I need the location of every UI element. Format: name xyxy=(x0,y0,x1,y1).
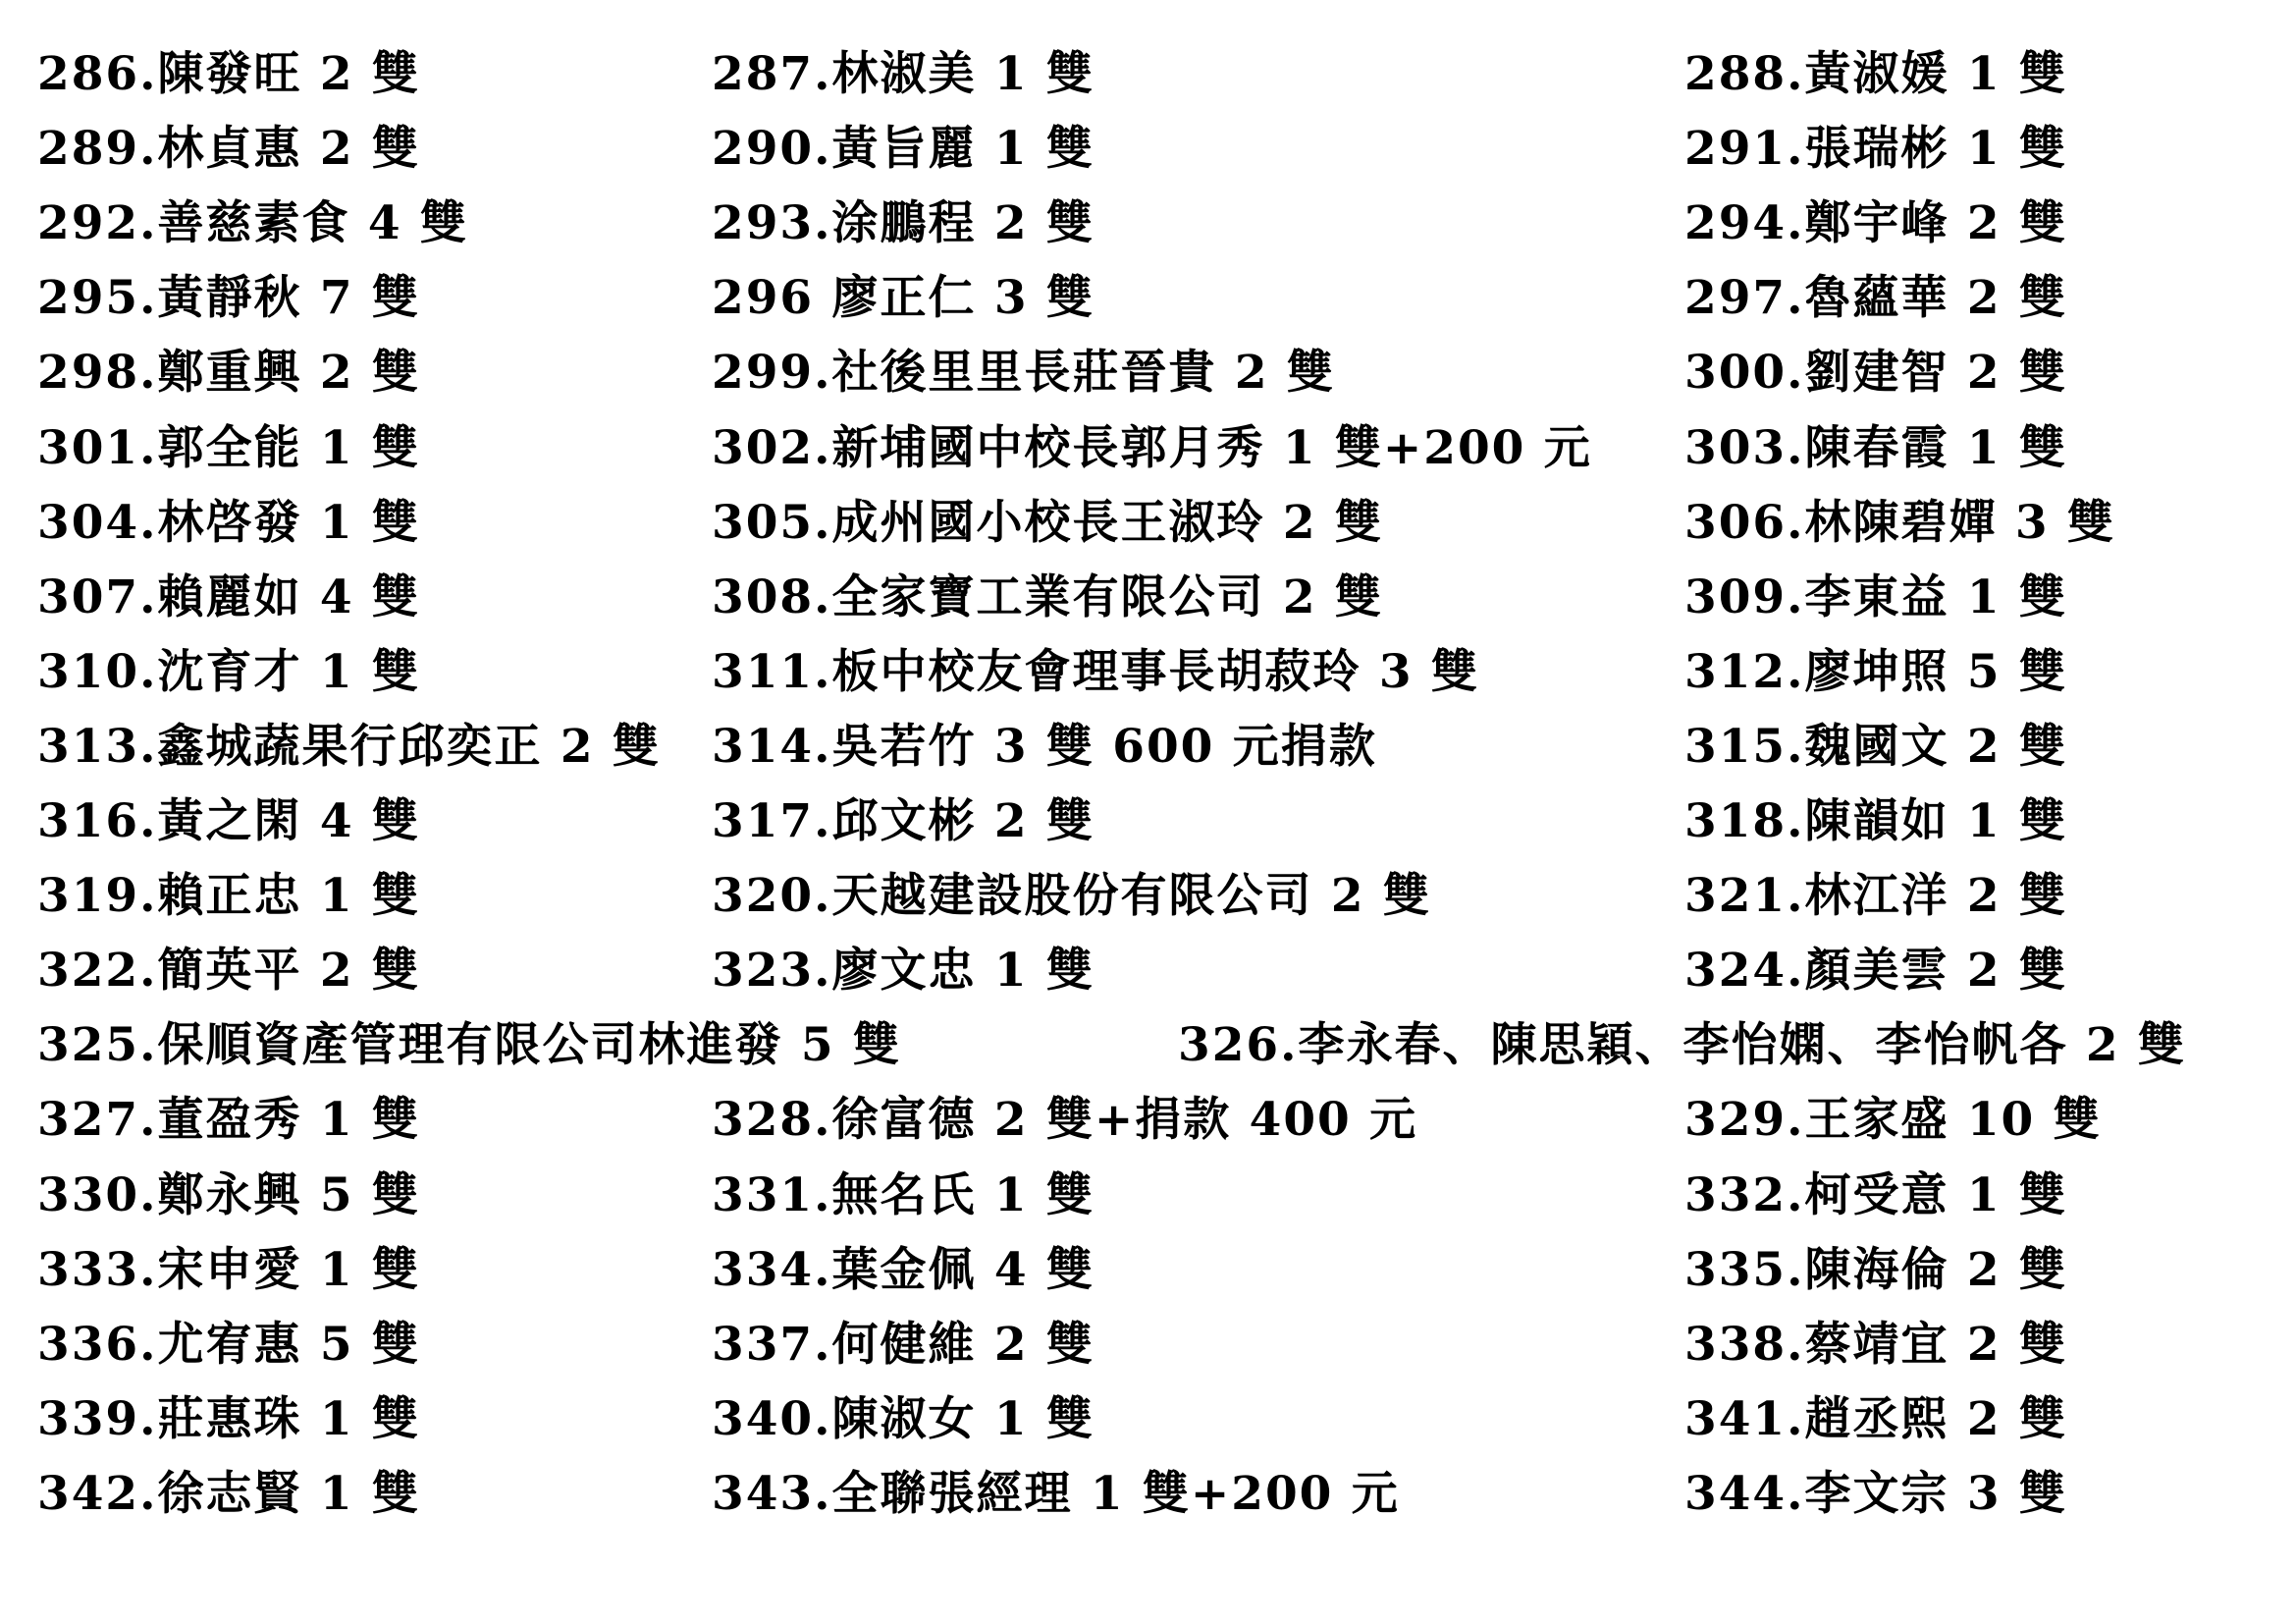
donor-entry: 310.沈育才 1 雙 xyxy=(37,645,420,699)
donor-entry: 313.鑫城蔬果行邱奕正 2 雙 xyxy=(37,720,661,774)
donor-entry: 297.魯蘊華 2 雙 xyxy=(1684,271,2067,325)
donor-entry: 327.董盈秀 1 雙 xyxy=(37,1093,420,1147)
donor-entry: 343.全聯張經理 1 雙+200 元 xyxy=(712,1467,1400,1521)
donor-entry: 324.顏美雲 2 雙 xyxy=(1684,944,2067,998)
donor-entry: 340.陳淑女 1 雙 xyxy=(712,1392,1095,1446)
donor-entry: 331.無名氏 1 雙 xyxy=(712,1168,1095,1222)
donor-entry: 314.吳若竹 3 雙 600 元捐款 xyxy=(712,720,1377,774)
donor-entry: 315.魏國文 2 雙 xyxy=(1684,720,2067,774)
donor-entry: 335.陳海倫 2 雙 xyxy=(1684,1243,2067,1297)
donor-entry: 312.廖坤照 5 雙 xyxy=(1684,645,2067,699)
donor-entry: 319.賴正忠 1 雙 xyxy=(37,869,420,923)
donor-entry: 299.社後里里長莊晉貴 2 雙 xyxy=(712,346,1335,400)
donor-entry: 289.林貞惠 2 雙 xyxy=(37,122,420,176)
donor-entry: 330.鄭永興 5 雙 xyxy=(37,1168,420,1222)
donor-entry: 321.林江洋 2 雙 xyxy=(1684,869,2067,923)
donor-entry: 306.林陳碧嬋 3 雙 xyxy=(1684,496,2115,550)
donor-entry: 301.郭全能 1 雙 xyxy=(37,421,420,475)
donor-entry: 328.徐富德 2 雙+捐款 400 元 xyxy=(712,1093,1418,1147)
donor-entry: 304.林啓發 1 雙 xyxy=(37,496,420,550)
donor-entry: 311.板中校友會理事長胡菽玲 3 雙 xyxy=(712,645,1479,699)
donor-entry: 342.徐志賢 1 雙 xyxy=(37,1467,420,1521)
donor-entry: 325.保順資產管理有限公司林進發 5 雙 xyxy=(37,1018,901,1072)
donor-entry: 300.劉建智 2 雙 xyxy=(1684,346,2067,400)
donor-entry: 326.李永春、陳思穎、李怡嫻、李怡帆各 2 雙 xyxy=(1178,1018,2186,1072)
donor-entry: 291.張瑞彬 1 雙 xyxy=(1684,122,2067,176)
donor-entry: 316.黃之閑 4 雙 xyxy=(37,794,420,848)
donor-entry: 287.林淑美 1 雙 xyxy=(712,47,1095,101)
donor-entry: 339.莊惠珠 1 雙 xyxy=(37,1392,420,1446)
donor-entry: 298.鄭重興 2 雙 xyxy=(37,346,420,400)
donor-entry: 344.李文宗 3 雙 xyxy=(1684,1467,2067,1521)
donor-entry: 323.廖文忠 1 雙 xyxy=(712,944,1095,998)
donor-entry: 305.成州國小校長王淑玲 2 雙 xyxy=(712,496,1383,550)
donor-entry: 333.宋申愛 1 雙 xyxy=(37,1243,420,1297)
donor-entry: 303.陳春霞 1 雙 xyxy=(1684,421,2067,475)
donor-entry: 320.天越建設股份有限公司 2 雙 xyxy=(712,869,1431,923)
donor-entry: 332.柯受意 1 雙 xyxy=(1684,1168,2067,1222)
donor-entry: 296 廖正仁 3 雙 xyxy=(712,271,1095,325)
donor-entry: 288.黃淑媛 1 雙 xyxy=(1684,47,2067,101)
donor-entry: 322.簡英平 2 雙 xyxy=(37,944,420,998)
donor-entry: 290.黃旨麗 1 雙 xyxy=(712,122,1095,176)
donor-entry: 341.趙丞熙 2 雙 xyxy=(1684,1392,2067,1446)
donor-entry: 317.邱文彬 2 雙 xyxy=(712,794,1095,848)
donor-entry: 295.黃靜秋 7 雙 xyxy=(37,271,420,325)
donor-entry: 286.陳發旺 2 雙 xyxy=(37,47,420,101)
donor-entry: 337.何健維 2 雙 xyxy=(712,1318,1095,1372)
donor-entry: 292.善慈素食 4 雙 xyxy=(37,196,468,250)
donor-entry: 329.王家盛 10 雙 xyxy=(1684,1093,2102,1147)
donor-entry: 308.全家寶工業有限公司 2 雙 xyxy=(712,570,1383,624)
donor-entry: 307.賴麗如 4 雙 xyxy=(37,570,420,624)
donor-entry: 293.涂鵬程 2 雙 xyxy=(712,196,1095,250)
donor-entry: 338.蔡靖宜 2 雙 xyxy=(1684,1318,2067,1372)
donor-entry: 302.新埔國中校長郭月秀 1 雙+200 元 xyxy=(712,421,1592,475)
donor-entry: 309.李東益 1 雙 xyxy=(1684,570,2067,624)
donor-entry: 294.鄭宇峰 2 雙 xyxy=(1684,196,2067,250)
donor-entry: 334.葉金佩 4 雙 xyxy=(712,1243,1095,1297)
donor-entry: 336.尤宥惠 5 雙 xyxy=(37,1318,420,1372)
donor-entry: 318.陳韻如 1 雙 xyxy=(1684,794,2067,848)
